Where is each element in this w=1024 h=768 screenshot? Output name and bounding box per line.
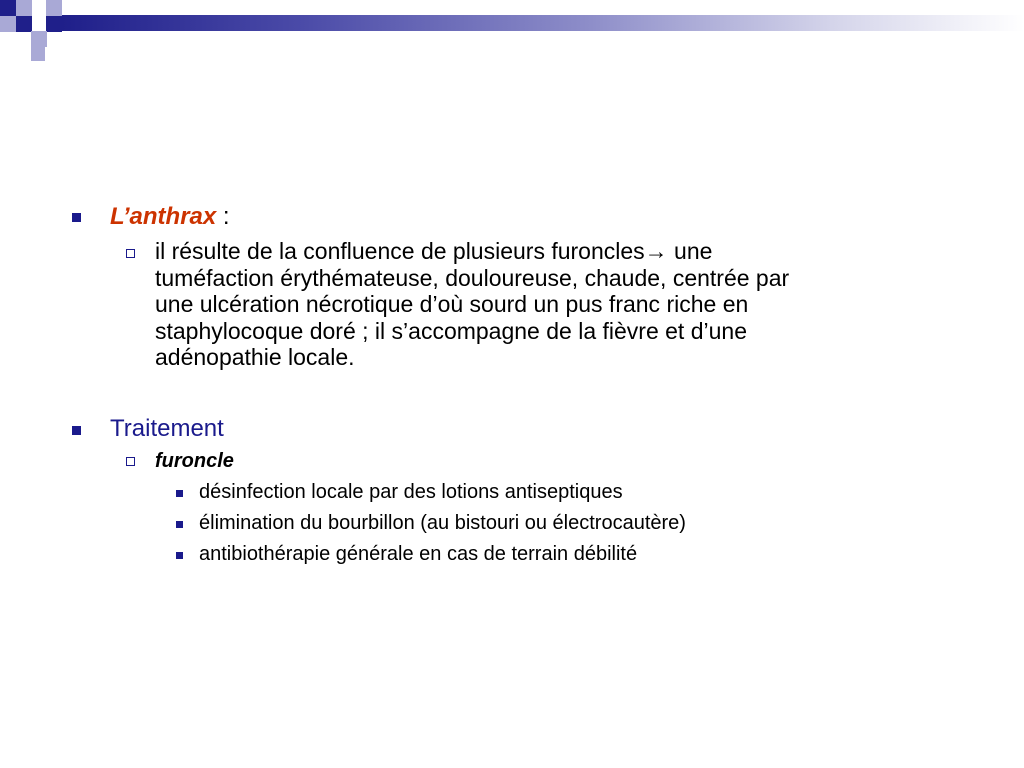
section1-line: staphylocoque doré ; il s’accompagne de la fièvre et d’une (155, 317, 747, 344)
section2-subheading: furoncle (155, 450, 234, 472)
section1-heading: L’anthrax (110, 203, 217, 230)
section2-item: élimination du bourbillon (au bistouri ou électrocautère) (199, 512, 686, 534)
section2-item: antibiothérapie générale en cas de terrain débilité (199, 543, 638, 565)
section1-bullet (155, 238, 975, 371)
section2-heading: Traitement (110, 415, 224, 442)
section2-item: désinfection locale par des lotions antiseptiques (199, 481, 623, 503)
section1-heading-line (110, 204, 230, 230)
bullet-square-icon (72, 426, 81, 435)
bullet-hollow-square-icon (126, 457, 135, 466)
section1-line: tuméfaction érythémateuse, douloureuse, chaude, centrée par (155, 264, 790, 291)
section1-heading-suffix: : (216, 203, 230, 230)
bullet-square-icon (72, 213, 81, 222)
section1-line: adénopathie locale. (155, 344, 355, 370)
bullet-small-square-icon (176, 552, 183, 559)
bullet-hollow-square-icon (126, 249, 135, 258)
section1-line: il résulte de la confluence de plusieurs furoncles→ une (155, 238, 713, 264)
bullet-small-square-icon (176, 490, 183, 497)
section1-line: une ulcération nécrotique d’où sourd un pus franc riche en (155, 291, 749, 317)
bullet-small-square-icon (176, 521, 183, 528)
